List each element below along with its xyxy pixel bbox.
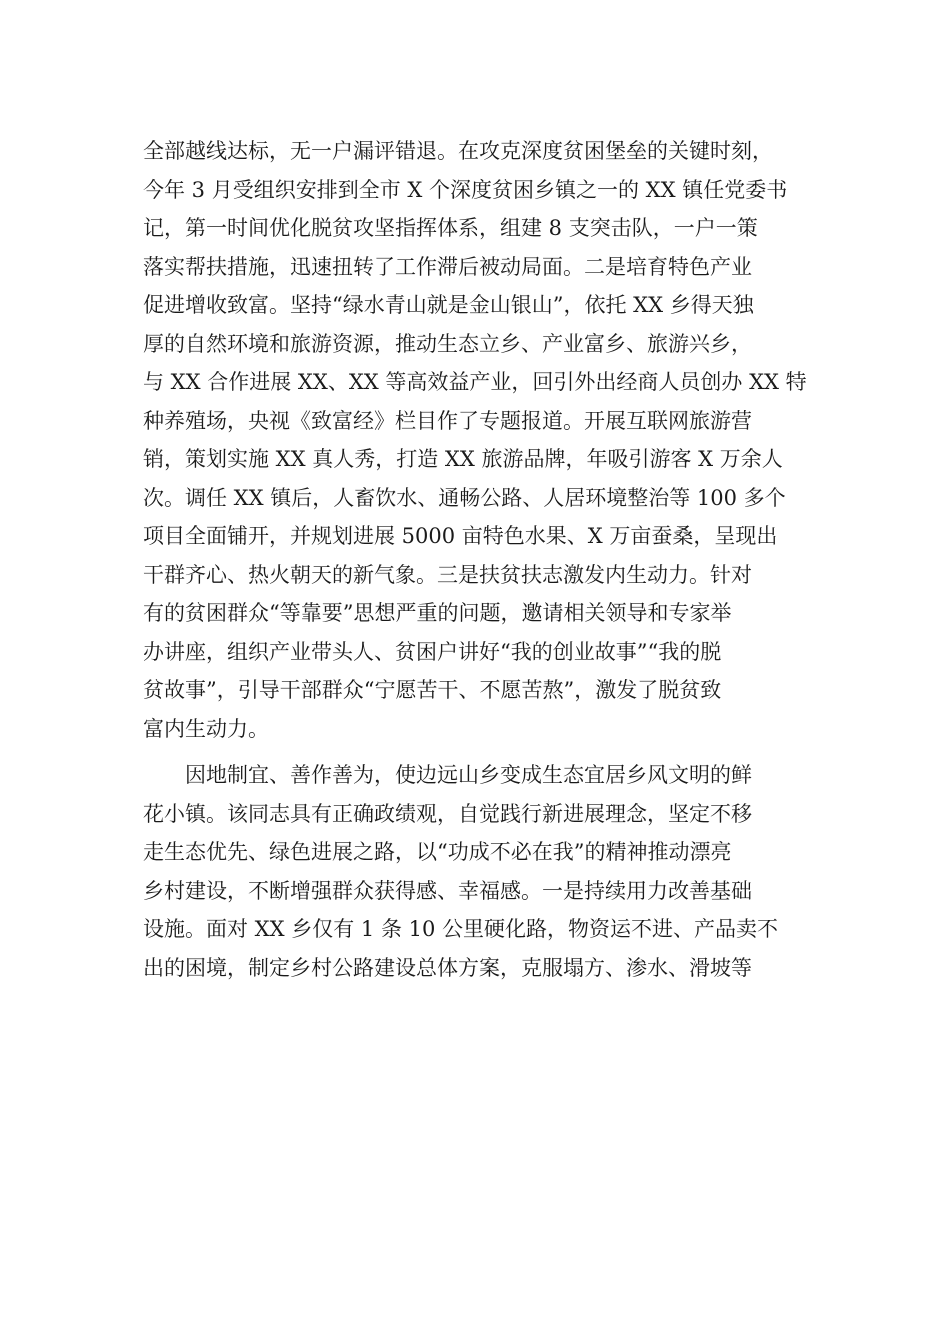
text-line: 花小镇。该同志具有正确政绩观，自觉践行新进展理念，坚定不移 <box>143 801 752 826</box>
text-line: 办讲座，组织产业带头人、贫困户讲好“我的创业故事”“我的脱 <box>143 639 722 664</box>
text-line: 次。调任 XX 镇后，人畜饮水、通畅公路、人居环境整治等 100 多个 <box>143 485 786 510</box>
text-line: 厚的自然环境和旅游资源，推动生态立乡、产业富乡、旅游兴乡， <box>143 331 752 356</box>
text-line: 记，第一时间优化脱贫攻坚指挥体系，组建 8 支突击队，一户一策 <box>143 216 758 240</box>
text-line: 今年 3 月受组织安排到全市 X 个深度贫困乡镇之一的 XX 镇任党委书 <box>143 177 788 202</box>
text-line: 干群齐心、热火朝天的新气象。三是扶贫扶志激发内生动力。针对 <box>143 562 752 587</box>
text-line: 乡村建设，不断增强群众获得感、幸福感。一是持续用力改善基础 <box>143 878 752 903</box>
paragraph-spacer <box>143 748 843 756</box>
text-line: 促进增收致富。坚持“绿水青山就是金山银山”，依托 XX 乡得天独 <box>143 293 754 317</box>
paragraph-2 <box>143 756 843 987</box>
text-line: 设施。面对 XX 乡仅有 1 条 10 公里硬化路，物资运不进、产品卖不 <box>143 917 779 941</box>
text-line: 全部越线达标，无一户漏评错退。在攻克深度贫困堡垒的关键时刻， <box>143 139 773 163</box>
text-line: 走生态优先、绿色进展之路，以“功成不必在我”的精神推动漂亮 <box>143 840 732 864</box>
text-line: 富内生动力。 <box>143 716 269 741</box>
text-line: 种养殖场，央视《致富经》栏目作了专题报道。开展互联网旅游营 <box>143 408 752 433</box>
text-line: 与 XX 合作进展 XX、XX 等高效益产业，回引外出经商人员创办 XX 特 <box>143 370 807 394</box>
text-line: 项目全面铺开，并规划进展 5000 亩特色水果、X 万亩蚕桑，呈现出 <box>143 524 778 548</box>
paragraph-1 <box>143 132 843 748</box>
text-line: 有的贫困群众“等靠要”思想严重的问题，邀请相关领导和专家举 <box>143 601 732 625</box>
text-line: 贫故事”，引导干部群众“宁愿苦干、不愿苦熬”，激发了脱贫致 <box>143 678 722 702</box>
text-line: 落实帮扶措施，迅速扭转了工作滞后被动局面。二是培育特色产业 <box>143 254 752 279</box>
text-line: 销，策划实施 XX 真人秀，打造 XX 旅游品牌，年吸引游客 X 万余人 <box>143 447 783 471</box>
text-line-indented: 因地制宜、善作善为，使边远山乡变成生态宜居乡风文明的鲜 <box>185 763 752 787</box>
text-line: 出的困境，制定乡村公路建设总体方案，克服塌方、渗水、滑坡等 <box>143 955 752 980</box>
body-text <box>143 132 843 987</box>
